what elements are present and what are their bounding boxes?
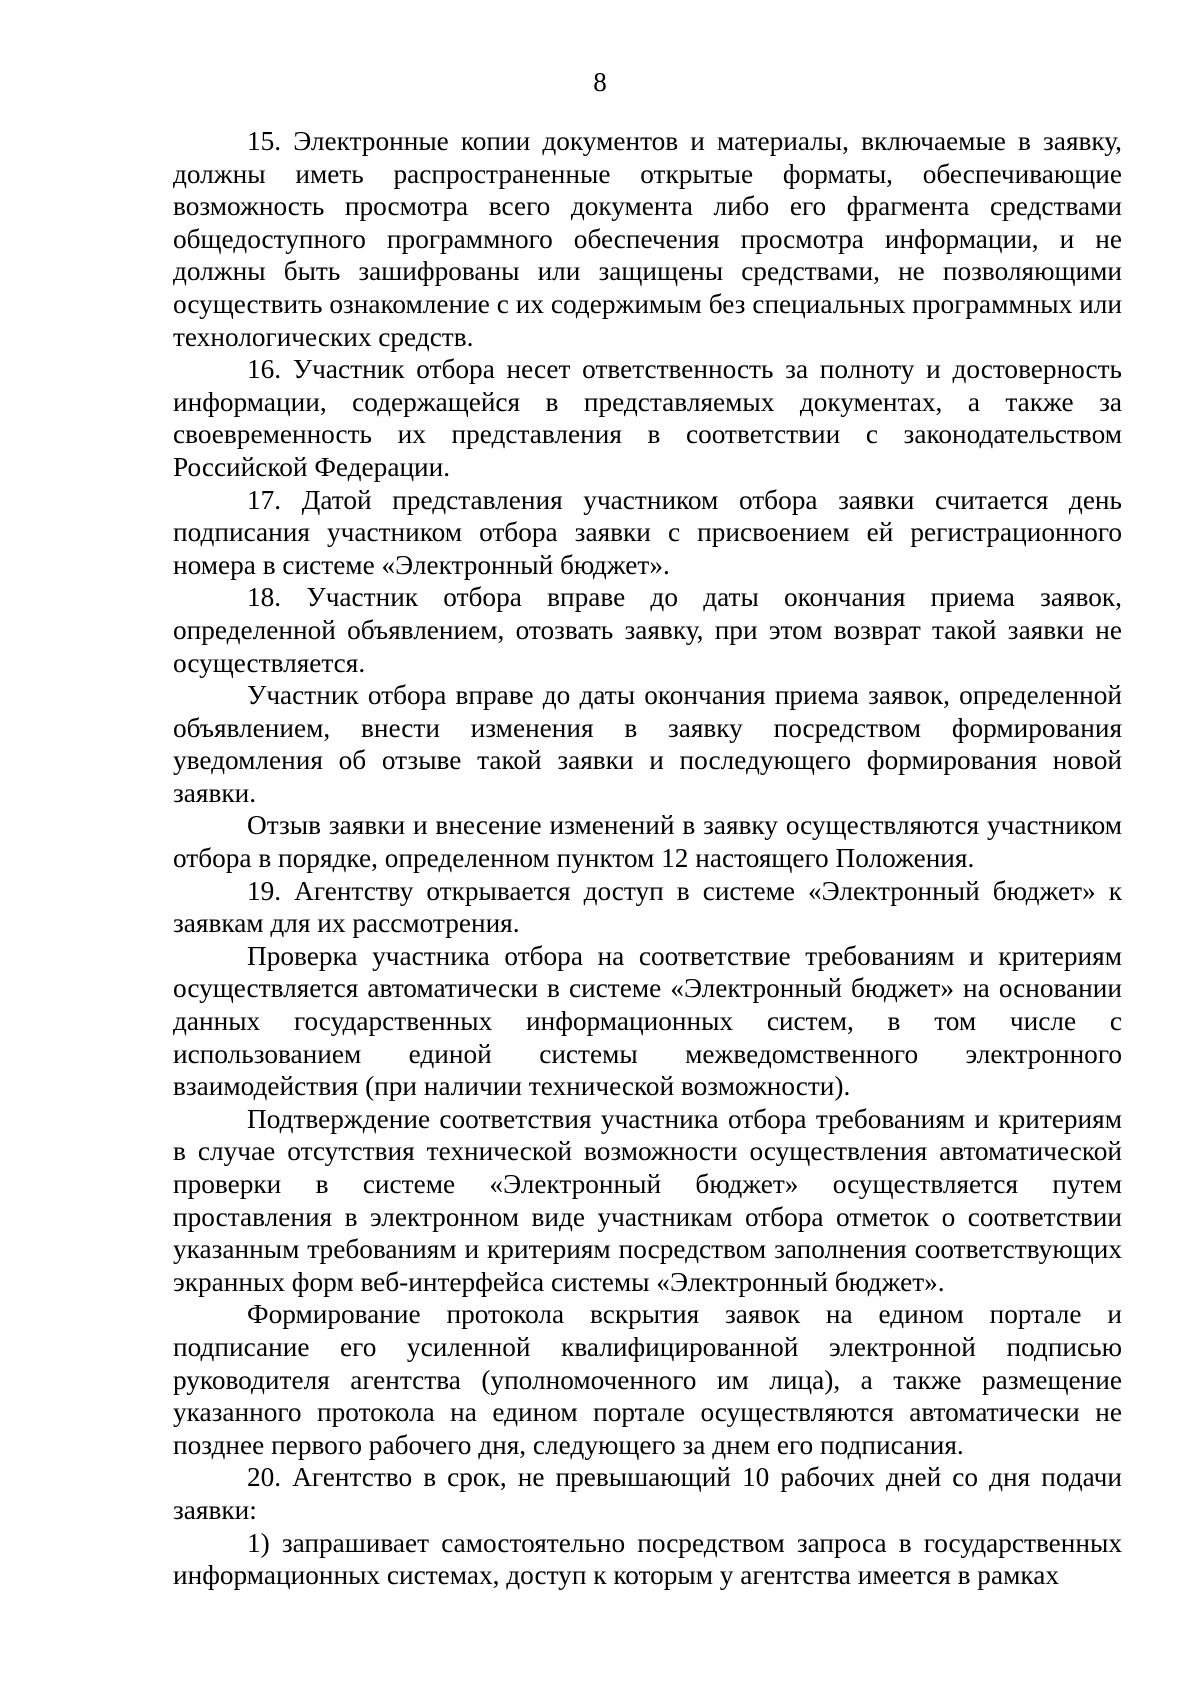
paragraph-18-withdrawal-order: Отзыв заявки и внесение изменений в заявку осуществляются участником отбора в порядке, определенном пунктом 12 настоящего Положения. [173,810,1122,874]
paragraph-15: 15. Электронные копии документов и материалы, включаемые в заявку, должны иметь распространенные открытые форматы, обеспечивающие возможность просмотра всего документа либо его фрагмента средствами общедоступного программного обеспечения просмотра информации, и не должны быть зашифрованы или защищены средствами, не позволяющими осуществить ознакомление с их содержимым без специальных программных или технологических средств. [173,126,1122,352]
paragraph-18-amendment: Участник отбора вправе до даты окончания приема заявок, определенной объявлением, внести изменения в заявку посредством формирования уведомления об отзыве такой заявки и последующего формирования новой заявки. [173,680,1122,808]
paragraph-19-confirmation: Подтверждение соответствия участника отбора требованиям и критериям в случае отсутствия технической возможности осуществления автоматической проверки в системе «Электронный бюджет» осуществляется путем проставления в электронном виде участникам отбора отметок о соответствии указанным требованиям и критериям посредством заполнения соответствующих экранных форм веб-интерфейса системы «Электронный бюджет». [173,1103,1122,1297]
paragraph-18: 18. Участник отбора вправе до даты окончания приема заявок, определенной объявлением, отозвать заявку, при этом возврат такой заявки не осуществляется. [173,582,1122,678]
paragraph-19-verification: Проверка участника отбора на соответствие требованиям и критериям осуществляется автоматически в системе «Электронный бюджет» на основании данных государственных информационных систем, в том числе с использованием единой системы межведомственного электронного взаимодействия (при наличии технической возможности). [173,940,1122,1102]
paragraph-19-protocol: Формирование протокола вскрытия заявок на едином портале и подписание его усиленной квалифицированной электронной подписью руководителя агентства (уполномоченного им лица), а также размещение указанного протокола на едином портале осуществляются автоматически не позднее первого рабочего дня, следующего за днем его подписания. [173,1299,1122,1460]
paragraph-16: 16. Участник отбора несет ответственность за полноту и достоверность информации, содержащейся в представляемых документах, а также за своевременность их представления в соответствии с законодательством Российской Федерации. [173,354,1122,482]
paragraph-20-item-1: 1) запрашивает самостоятельно посредством запроса в государственных информационных системах, доступ к которым у агентства имеется в рамках [173,1527,1122,1591]
page-number: 8 [593,67,607,97]
paragraph-20: 20. Агентство в срок, не превышающий 10 рабочих дней со дня подачи заявки: [173,1462,1122,1525]
paragraph-17: 17. Датой представления участником отбора заявки считается день подписания участником отбора заявки с присвоением ей регистрационного номера в системе «Электронный бюджет». [173,484,1122,580]
paragraph-19: 19. Агентству открывается доступ в системе «Электронный бюджет» к заявкам для их рассмотрения. [173,875,1122,939]
document-body [173,125,1122,1592]
